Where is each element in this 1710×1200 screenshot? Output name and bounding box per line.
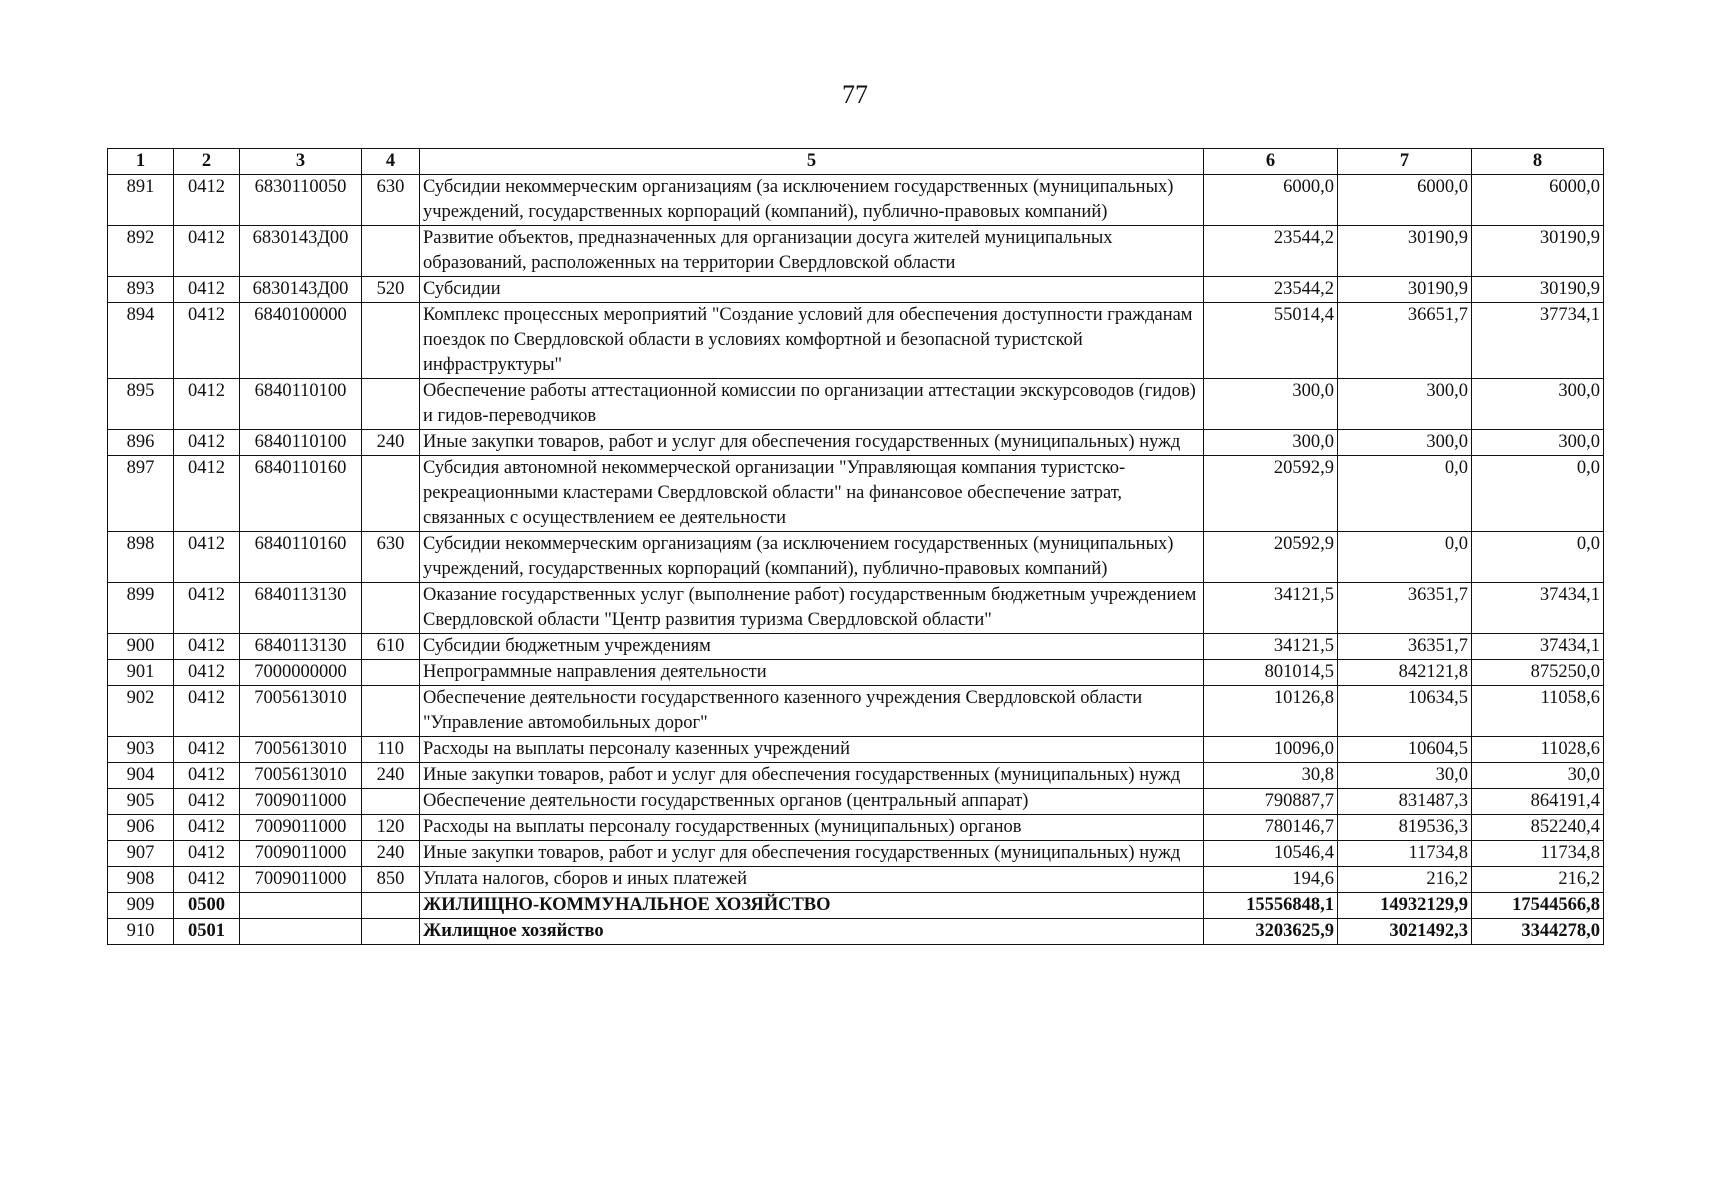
table-row: [108, 175, 1604, 226]
expense-type-cell: [362, 919, 420, 945]
expense-type-cell: 240: [362, 841, 420, 867]
amount-year2-cell: 36351,7: [1338, 634, 1472, 660]
section-code-cell: 0412: [174, 532, 240, 583]
table-row: [108, 226, 1604, 277]
amount-year1-cell: 300,0: [1204, 379, 1338, 430]
table-row: [108, 583, 1604, 634]
amount-year3-cell: 30190,9: [1472, 226, 1604, 277]
amount-year2-cell: 36351,7: [1338, 583, 1472, 634]
section-code-cell: 0412: [174, 456, 240, 532]
amount-year2-cell: 819536,3: [1338, 815, 1472, 841]
section-code-cell: 0412: [174, 660, 240, 686]
item-name-cell: Оказание государственных услуг (выполнение работ) государственным бюджетным учреждением Свердловской области "Центр развития туризма Свердловской области": [420, 583, 1204, 634]
amount-year1-cell: 801014,5: [1204, 660, 1338, 686]
amount-year3-cell: 30,0: [1472, 763, 1604, 789]
amount-year3-cell: 11058,6: [1472, 686, 1604, 737]
row-number-cell: 910: [108, 919, 174, 945]
amount-year2-cell: 0,0: [1338, 532, 1472, 583]
target-article-cell: 7000000000: [240, 660, 362, 686]
item-name-cell: Иные закупки товаров, работ и услуг для обеспечения государственных (муниципальных) нужд: [420, 841, 1204, 867]
table-row: [108, 789, 1604, 815]
section-code-cell: 0501: [174, 919, 240, 945]
target-article-cell: 6840100000: [240, 303, 362, 379]
expense-type-cell: [362, 893, 420, 919]
table-row: [108, 867, 1604, 893]
amount-year2-cell: 30190,9: [1338, 277, 1472, 303]
item-name-cell: Субсидии некоммерческим организациям (за исключением государственных (муниципальных) учреждений, государственных корпораций (компаний), публично-правовых компаний): [420, 532, 1204, 583]
item-name-cell: Комплекс процессных мероприятий "Создание условий для обеспечения доступности гражданам поездок по Свердловской области в условиях комфортной и безопасной туристской инфраструктуры": [420, 303, 1204, 379]
row-number-cell: 894: [108, 303, 174, 379]
expense-type-cell: [362, 583, 420, 634]
section-code-cell: 0412: [174, 763, 240, 789]
amount-year2-cell: 831487,3: [1338, 789, 1472, 815]
amount-year2-cell: 10604,5: [1338, 737, 1472, 763]
item-name-cell: Развитие объектов, предназначенных для организации досуга жителей муниципальных образований, расположенных на территории Свердловской области: [420, 226, 1204, 277]
section-code-cell: 0412: [174, 379, 240, 430]
amount-year3-cell: 17544566,8: [1472, 893, 1604, 919]
section-code-cell: 0500: [174, 893, 240, 919]
item-name-cell: Непрограммные направления деятельности: [420, 660, 1204, 686]
amount-year2-cell: 300,0: [1338, 379, 1472, 430]
amount-year3-cell: 37434,1: [1472, 583, 1604, 634]
row-number-cell: 893: [108, 277, 174, 303]
section-code-cell: 0412: [174, 277, 240, 303]
target-article-cell: 6830143Д00: [240, 226, 362, 277]
row-number-cell: 903: [108, 737, 174, 763]
row-number-cell: 895: [108, 379, 174, 430]
section-code-cell: 0412: [174, 430, 240, 456]
section-code-cell: 0412: [174, 583, 240, 634]
item-name-cell: Обеспечение деятельности государственного казенного учреждения Свердловской области "Управление автомобильных дорог": [420, 686, 1204, 737]
item-name-cell: Субсидии бюджетным учреждениям: [420, 634, 1204, 660]
row-number-cell: 909: [108, 893, 174, 919]
table-row: [108, 634, 1604, 660]
item-name-cell: Обеспечение деятельности государственных органов (центральный аппарат): [420, 789, 1204, 815]
amount-year3-cell: 11028,6: [1472, 737, 1604, 763]
amount-year3-cell: 6000,0: [1472, 175, 1604, 226]
expense-type-cell: [362, 379, 420, 430]
item-name-cell: Субсидии: [420, 277, 1204, 303]
expense-type-cell: [362, 456, 420, 532]
amount-year1-cell: 55014,4: [1204, 303, 1338, 379]
amount-year1-cell: 20592,9: [1204, 456, 1338, 532]
table-row: [108, 737, 1604, 763]
expense-type-cell: [362, 789, 420, 815]
amount-year3-cell: 30190,9: [1472, 277, 1604, 303]
table-row: [108, 815, 1604, 841]
page-number: 77: [842, 80, 868, 109]
amount-year2-cell: 216,2: [1338, 867, 1472, 893]
header-col-5: 5: [420, 149, 1204, 175]
amount-year1-cell: 10096,0: [1204, 737, 1338, 763]
expense-type-cell: 630: [362, 532, 420, 583]
amount-year2-cell: 30190,9: [1338, 226, 1472, 277]
amount-year3-cell: 864191,4: [1472, 789, 1604, 815]
row-number-cell: 906: [108, 815, 174, 841]
amount-year3-cell: 875250,0: [1472, 660, 1604, 686]
header-col-3: 3: [240, 149, 362, 175]
amount-year1-cell: 194,6: [1204, 867, 1338, 893]
section-code-cell: 0412: [174, 841, 240, 867]
row-number-cell: 900: [108, 634, 174, 660]
target-article-cell: 7009011000: [240, 815, 362, 841]
row-number-cell: 904: [108, 763, 174, 789]
target-article-cell: 7005613010: [240, 763, 362, 789]
target-article-cell: 6840110100: [240, 379, 362, 430]
table-row: [108, 532, 1604, 583]
header-col-1: 1: [108, 149, 174, 175]
amount-year3-cell: 37734,1: [1472, 303, 1604, 379]
target-article-cell: 6840110160: [240, 532, 362, 583]
section-code-cell: 0412: [174, 175, 240, 226]
header-col-7: 7: [1338, 149, 1472, 175]
amount-year2-cell: 10634,5: [1338, 686, 1472, 737]
amount-year1-cell: 3203625,9: [1204, 919, 1338, 945]
target-article-cell: [240, 893, 362, 919]
expense-type-cell: [362, 660, 420, 686]
section-code-cell: 0412: [174, 789, 240, 815]
section-code-cell: 0412: [174, 737, 240, 763]
table-row: [108, 456, 1604, 532]
section-code-cell: 0412: [174, 867, 240, 893]
row-number-cell: 891: [108, 175, 174, 226]
item-name-cell: Иные закупки товаров, работ и услуг для обеспечения государственных (муниципальных) нужд: [420, 763, 1204, 789]
amount-year1-cell: 10546,4: [1204, 841, 1338, 867]
row-number-cell: 896: [108, 430, 174, 456]
table-row: [108, 277, 1604, 303]
item-name-cell: Жилищное хозяйство: [420, 919, 1204, 945]
table-row: [108, 919, 1604, 945]
header-col-6: 6: [1204, 149, 1338, 175]
table-row: [108, 303, 1604, 379]
expense-type-cell: [362, 226, 420, 277]
amount-year1-cell: 23544,2: [1204, 226, 1338, 277]
row-number-cell: 902: [108, 686, 174, 737]
table-row: [108, 379, 1604, 430]
table-header-row: [108, 149, 1604, 175]
section-code-cell: 0412: [174, 634, 240, 660]
amount-year2-cell: 0,0: [1338, 456, 1472, 532]
row-number-cell: 908: [108, 867, 174, 893]
item-name-cell: Уплата налогов, сборов и иных платежей: [420, 867, 1204, 893]
amount-year2-cell: 14932129,9: [1338, 893, 1472, 919]
amount-year3-cell: 11734,8: [1472, 841, 1604, 867]
item-name-cell: Субсидии некоммерческим организациям (за исключением государственных (муниципальных) учреждений, государственных корпораций (компаний), публично-правовых компаний): [420, 175, 1204, 226]
expense-type-cell: 110: [362, 737, 420, 763]
row-number-cell: 905: [108, 789, 174, 815]
budget-table: [107, 148, 1604, 945]
amount-year1-cell: 23544,2: [1204, 277, 1338, 303]
expense-type-cell: 610: [362, 634, 420, 660]
row-number-cell: 901: [108, 660, 174, 686]
row-number-cell: 897: [108, 456, 174, 532]
table-body: [108, 175, 1604, 945]
item-name-cell: ЖИЛИЩНО-КОММУНАЛЬНОЕ ХОЗЯЙСТВО: [420, 893, 1204, 919]
target-article-cell: 7005613010: [240, 737, 362, 763]
header-col-2: 2: [174, 149, 240, 175]
item-name-cell: Субсидия автономной некоммерческой организации "Управляющая компания туристско-рекреационными кластерами Свердловской области" на финансовое обеспечение затрат, связанных с осуществлением ее деятельности: [420, 456, 1204, 532]
target-article-cell: 6830143Д00: [240, 277, 362, 303]
table-row: [108, 660, 1604, 686]
table-row: [108, 841, 1604, 867]
amount-year2-cell: 300,0: [1338, 430, 1472, 456]
target-article-cell: 7009011000: [240, 789, 362, 815]
amount-year3-cell: 300,0: [1472, 430, 1604, 456]
row-number-cell: 899: [108, 583, 174, 634]
amount-year2-cell: 11734,8: [1338, 841, 1472, 867]
expense-type-cell: 520: [362, 277, 420, 303]
expense-type-cell: [362, 303, 420, 379]
item-name-cell: Расходы на выплаты персоналу государственных (муниципальных) органов: [420, 815, 1204, 841]
table-row: [108, 763, 1604, 789]
expense-type-cell: 850: [362, 867, 420, 893]
row-number-cell: 907: [108, 841, 174, 867]
section-code-cell: 0412: [174, 686, 240, 737]
amount-year1-cell: 300,0: [1204, 430, 1338, 456]
amount-year1-cell: 30,8: [1204, 763, 1338, 789]
amount-year1-cell: 34121,5: [1204, 634, 1338, 660]
amount-year1-cell: 780146,7: [1204, 815, 1338, 841]
amount-year2-cell: 30,0: [1338, 763, 1472, 789]
amount-year2-cell: 36651,7: [1338, 303, 1472, 379]
section-code-cell: 0412: [174, 815, 240, 841]
expense-type-cell: 120: [362, 815, 420, 841]
item-name-cell: Расходы на выплаты персоналу казенных учреждений: [420, 737, 1204, 763]
amount-year2-cell: 842121,8: [1338, 660, 1472, 686]
amount-year1-cell: 790887,7: [1204, 789, 1338, 815]
amount-year3-cell: 216,2: [1472, 867, 1604, 893]
header-col-4: 4: [362, 149, 420, 175]
target-article-cell: 7009011000: [240, 841, 362, 867]
amount-year3-cell: 0,0: [1472, 456, 1604, 532]
amount-year1-cell: 15556848,1: [1204, 893, 1338, 919]
table-row: [108, 430, 1604, 456]
section-code-cell: 0412: [174, 226, 240, 277]
target-article-cell: 6830110050: [240, 175, 362, 226]
target-article-cell: 7009011000: [240, 867, 362, 893]
expense-type-cell: 240: [362, 763, 420, 789]
amount-year2-cell: 3021492,3: [1338, 919, 1472, 945]
section-code-cell: 0412: [174, 303, 240, 379]
amount-year3-cell: 852240,4: [1472, 815, 1604, 841]
amount-year3-cell: 3344278,0: [1472, 919, 1604, 945]
amount-year1-cell: 20592,9: [1204, 532, 1338, 583]
amount-year1-cell: 10126,8: [1204, 686, 1338, 737]
row-number-cell: 892: [108, 226, 174, 277]
expense-type-cell: [362, 686, 420, 737]
table-row: [108, 686, 1604, 737]
target-article-cell: 6840113130: [240, 583, 362, 634]
amount-year3-cell: 37434,1: [1472, 634, 1604, 660]
table-row: [108, 893, 1604, 919]
header-col-8: 8: [1472, 149, 1604, 175]
target-article-cell: 6840110100: [240, 430, 362, 456]
expense-type-cell: 630: [362, 175, 420, 226]
target-article-cell: 6840110160: [240, 456, 362, 532]
row-number-cell: 898: [108, 532, 174, 583]
target-article-cell: [240, 919, 362, 945]
expense-type-cell: 240: [362, 430, 420, 456]
amount-year1-cell: 34121,5: [1204, 583, 1338, 634]
target-article-cell: 6840113130: [240, 634, 362, 660]
item-name-cell: Иные закупки товаров, работ и услуг для обеспечения государственных (муниципальных) нужд: [420, 430, 1204, 456]
amount-year2-cell: 6000,0: [1338, 175, 1472, 226]
target-article-cell: 7005613010: [240, 686, 362, 737]
amount-year3-cell: 300,0: [1472, 379, 1604, 430]
amount-year3-cell: 0,0: [1472, 532, 1604, 583]
amount-year1-cell: 6000,0: [1204, 175, 1338, 226]
item-name-cell: Обеспечение работы аттестационной комиссии по организации аттестации экскурсоводов (гидов) и гидов-переводчиков: [420, 379, 1204, 430]
